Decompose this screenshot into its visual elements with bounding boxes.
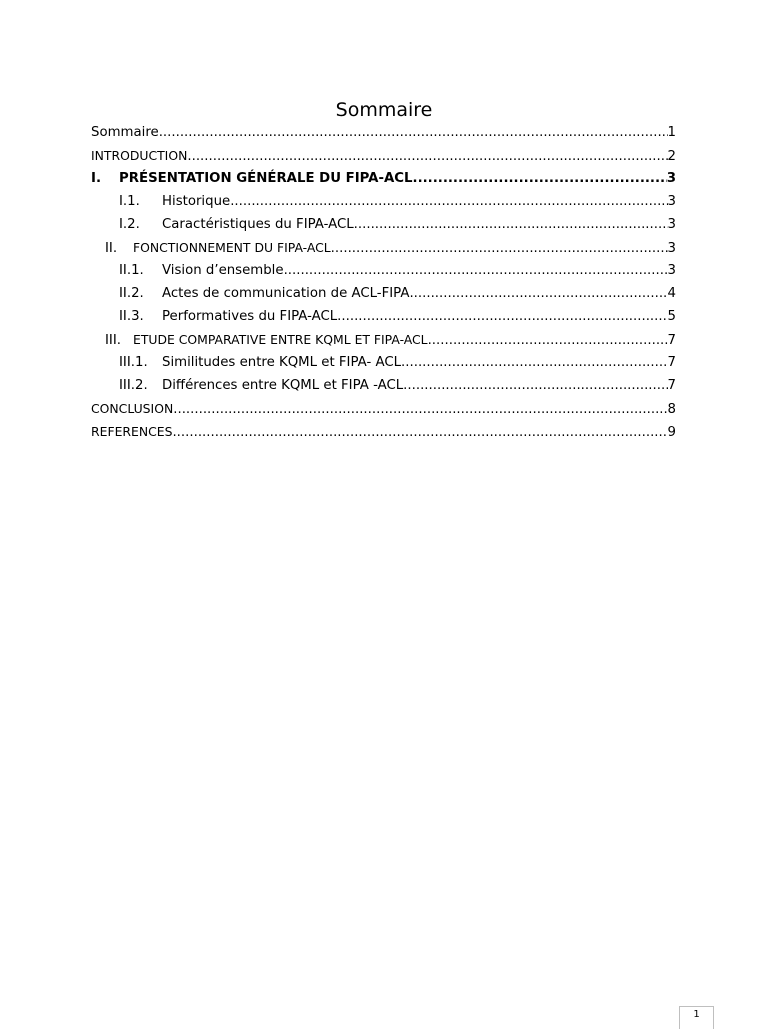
- toc-entry-differences[interactable]: [91, 374, 676, 397]
- toc-entry-number: III.1.: [119, 355, 148, 370]
- dot-leader: [159, 121, 668, 144]
- dot-leader: [401, 351, 668, 374]
- toc-entry-number: II.2.: [119, 286, 144, 301]
- toc-entry-page: 3: [667, 241, 676, 256]
- toc-entry-title: REFERENCES: [91, 424, 173, 439]
- toc-entry-page: 4: [667, 286, 676, 301]
- toc-entry-references[interactable]: [91, 420, 676, 443]
- toc-entry-page: 2: [667, 149, 676, 164]
- toc-entry-performatives[interactable]: [91, 305, 676, 328]
- toc-entry-title: FONCTIONNEMENT DU FIPA-ACL: [133, 240, 331, 255]
- dot-leader: [337, 305, 667, 328]
- toc-entry-title: Caractéristiques du FIPA-ACL: [162, 217, 354, 232]
- dot-leader: [331, 237, 668, 259]
- toc-entry-vision[interactable]: [91, 259, 676, 282]
- toc-entry-page: 8: [667, 402, 676, 417]
- toc-entry-title: Vision d’ensemble: [162, 263, 284, 278]
- toc-entry-fonctionnement[interactable]: [91, 236, 676, 259]
- toc-entry-title: Performatives du FIPA-ACL: [162, 309, 338, 324]
- toc-entry-title: Similitudes entre KQML et FIPA- ACL: [162, 355, 402, 370]
- toc-entry-page: 1: [667, 125, 676, 140]
- toc-entry-historique[interactable]: [91, 190, 676, 213]
- toc-entry-title: Sommaire: [91, 125, 159, 140]
- toc-entry-page: 9: [667, 425, 676, 440]
- toc-entry-number: II.3.: [119, 309, 144, 324]
- toc-entry-title: ETUDE COMPARATIVE ENTRE KQML ET FIPA-ACL: [133, 332, 428, 347]
- toc-entry-number: II.: [105, 241, 118, 256]
- toc-entry-title: Actes de communication de ACL-FIPA: [162, 286, 410, 301]
- toc-entry-sommaire[interactable]: [91, 121, 676, 144]
- toc-entry-title: INTRODUCTION: [91, 148, 188, 163]
- toc-entry-introduction[interactable]: [91, 144, 676, 167]
- toc-entry-title: CONCLUSION: [91, 401, 174, 416]
- dot-leader: [187, 145, 667, 167]
- toc-entry-page: 5: [667, 309, 676, 324]
- dot-leader: [284, 259, 668, 282]
- dot-leader: [409, 282, 667, 305]
- toc-entry-page: 3: [667, 263, 676, 278]
- dot-leader: [173, 398, 667, 420]
- toc-entry-etude-comparative[interactable]: [91, 328, 676, 351]
- dot-leader: [403, 374, 667, 397]
- table-of-contents: [91, 121, 676, 443]
- toc-entry-number: III.: [105, 333, 121, 348]
- dot-leader: [413, 167, 667, 190]
- toc-entry-page: 7: [667, 333, 676, 348]
- toc-entry-title: Historique: [162, 194, 231, 209]
- toc-entry-caracteristiques[interactable]: [91, 213, 676, 236]
- toc-entry-page: 3: [666, 171, 676, 186]
- toc-entry-presentation[interactable]: [91, 167, 676, 190]
- dot-leader: [428, 329, 668, 351]
- toc-entry-page: 7: [667, 355, 676, 370]
- dot-leader: [172, 421, 667, 443]
- toc-entry-number: III.2.: [119, 378, 148, 393]
- toc-entry-number: I.2.: [119, 217, 140, 232]
- toc-entry-page: 7: [667, 378, 676, 393]
- toc-entry-similitudes[interactable]: [91, 351, 676, 374]
- dot-leader: [230, 190, 667, 213]
- toc-entry-number: I.: [91, 171, 101, 186]
- footer-page-number: 1: [679, 1006, 714, 1029]
- toc-entry-page: 3: [667, 217, 676, 232]
- toc-entry-conclusion[interactable]: [91, 397, 676, 420]
- toc-entry-title: PRÉSENTATION GÉNÉRALE DU FIPA-ACL: [119, 171, 413, 186]
- toc-entry-number: I.1.: [119, 194, 140, 209]
- dot-leader: [354, 213, 668, 236]
- toc-entry-actes[interactable]: [91, 282, 676, 305]
- toc-entry-page: 3: [667, 194, 676, 209]
- toc-entry-title: Différences entre KQML et FIPA -ACL: [162, 378, 404, 393]
- toc-entry-number: II.1.: [119, 263, 144, 278]
- toc-heading: Sommaire: [335, 99, 433, 121]
